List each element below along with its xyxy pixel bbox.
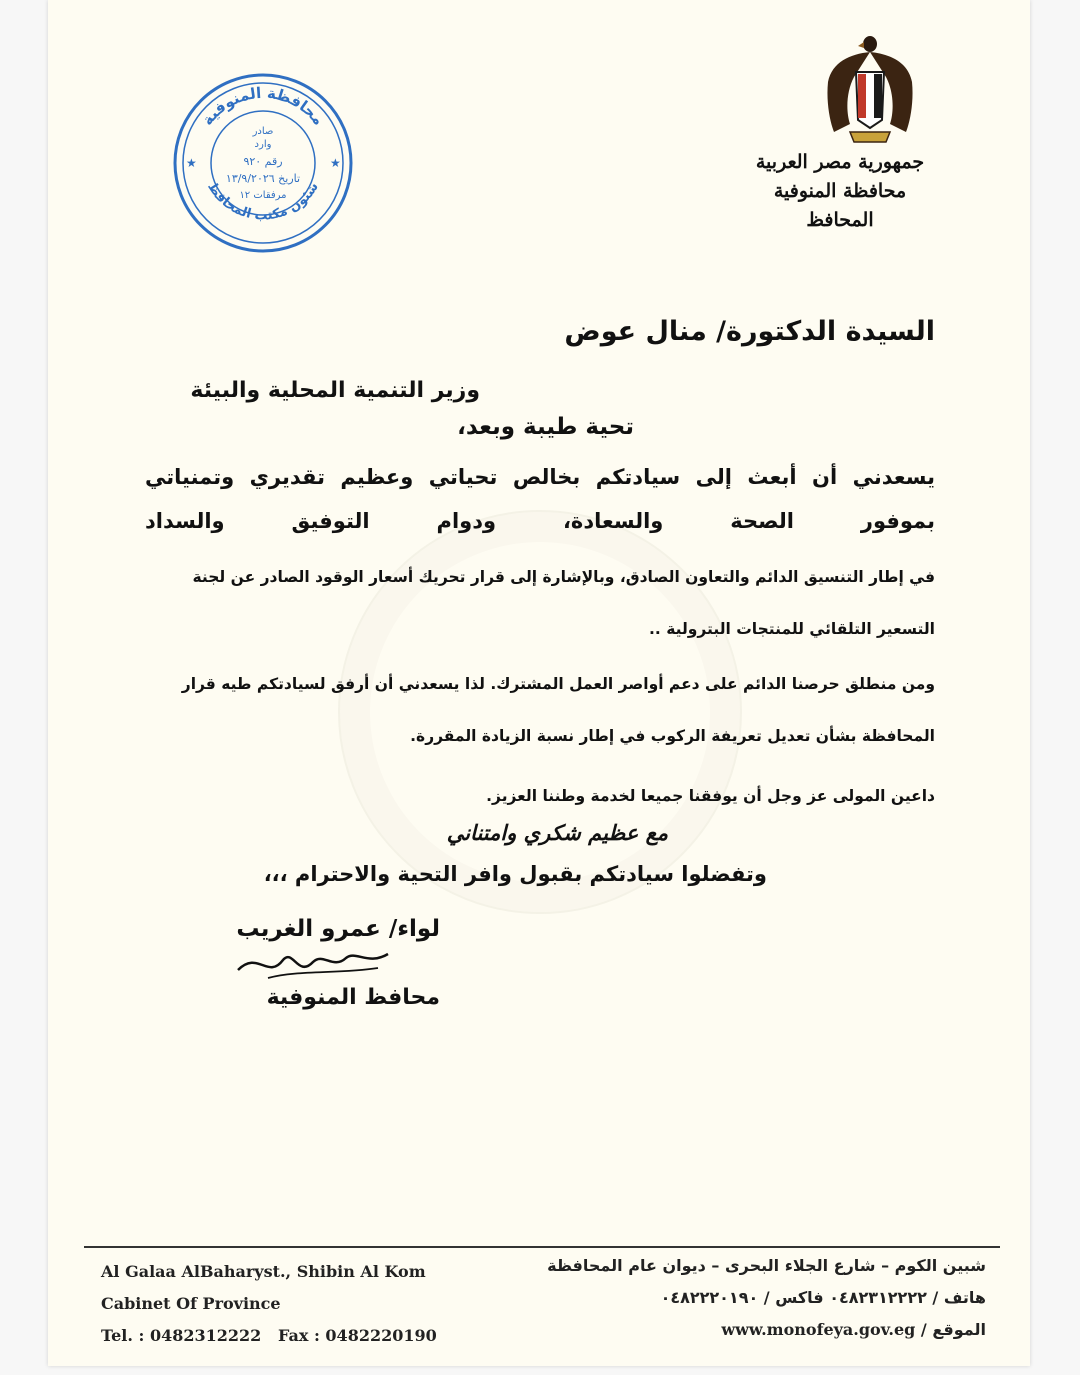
stamp-bottom-text: شئون مكتب المحافظ bbox=[204, 179, 322, 224]
stamp-number: رقم ٩٢٠ bbox=[243, 155, 283, 168]
stamp-top-text: محافظة المنوفية bbox=[198, 83, 328, 129]
paragraph-opening: يسعدني أن أبعث إلى سيادتكم بخالص تحياتي وعظيم تقديري وتمنياتي بموفور الصحة والسعادة، ودوام التوفيق والسداد bbox=[145, 465, 935, 533]
footer-en-phones: Tel. : 0482312222 Fax : 0482220190 bbox=[101, 1326, 437, 1345]
stamp-date: تاريخ ١٣/٩/٢٠٢٦ bbox=[225, 172, 301, 185]
footer-english bbox=[101, 1256, 437, 1352]
footer-ar-address: شبين الكوم – شارع الجلاء البحرى – ديوان عام المحافظة bbox=[547, 1256, 986, 1275]
egypt-eagle-emblem-icon bbox=[820, 32, 920, 144]
stamp-sader: صادر bbox=[252, 126, 274, 137]
signatory-name: لواء/ عمرو الغريب bbox=[236, 916, 440, 942]
office-stamp bbox=[168, 68, 358, 258]
paragraph-reference: في إطار التنسيق الدائم والتعاون الصادق، وبالإشارة إلى قرار تحريك أسعار الوقود الصادر عن لجنة التسعير التلقائي للمنتجات البترولية .. bbox=[192, 568, 935, 638]
letterhead-country: جمهورية مصر العربية bbox=[755, 151, 925, 173]
paragraph-prayer: داعين المولى عز وجل أن يوفقنا جميعا لخدمة وطننا العزيز. bbox=[486, 787, 935, 805]
footer-en-address: Al Galaa AlBaharyst., Shibin Al Kom bbox=[101, 1262, 426, 1281]
stamp-attachments: مرفقات ١٢ bbox=[239, 190, 287, 201]
footer-site-label: الموقع / bbox=[920, 1320, 986, 1339]
svg-text:محافظة المنوفية bbox=[198, 84, 328, 129]
stamp-star-right-icon: ★ bbox=[330, 156, 341, 170]
greeting: تحية طيبة وبعد، bbox=[457, 414, 634, 440]
footer-arabic bbox=[547, 1250, 986, 1346]
thanks-line: مع عظيم شكري وامتناني bbox=[446, 820, 668, 845]
letterhead-office: المحافظ bbox=[806, 209, 874, 231]
svg-text:شئون مكتب المحافظ bbox=[204, 180, 322, 224]
footer-website-row bbox=[547, 1314, 986, 1346]
stamp-star-left-icon: ★ bbox=[186, 156, 197, 170]
minister-title: وزير التنمية المحلية والبيئة bbox=[190, 378, 480, 403]
salutation: السيدة الدكتورة/ منال عوض bbox=[564, 316, 935, 347]
paragraph-attachment: ومن منطلق حرصنا الدائم على دعم أواصر العمل المشترك. لذا يسعدني أن أرفق لسيادتكم طيه قرار المحافظة بشأن تعديل تعريفة الركوب في إطار نسبة الزيادة المقررة. bbox=[181, 675, 935, 745]
letterhead-governorate: محافظة المنوفية bbox=[773, 180, 907, 202]
letter-page bbox=[48, 0, 1030, 1366]
website-link[interactable]: www.monofeya.gov.eg bbox=[721, 1320, 916, 1339]
closing-line: وتفضلوا سيادتكم بقبول وافر التحية والاحترام ،،، bbox=[263, 862, 767, 886]
footer-divider bbox=[84, 1246, 1000, 1248]
handwritten-signature bbox=[228, 940, 398, 988]
footer-ar-phones: هاتف / ٠٤٨٢٣١٢٢٢٢ فاكس / ٠٤٨٢٢٢٠١٩٠ bbox=[660, 1288, 986, 1307]
letterhead bbox=[725, 148, 955, 235]
footer-en-cabinet: Cabinet Of Province bbox=[101, 1294, 281, 1313]
stamp-wared: وارد bbox=[254, 139, 272, 150]
signatory-title: محافظ المنوفية bbox=[266, 985, 440, 1010]
